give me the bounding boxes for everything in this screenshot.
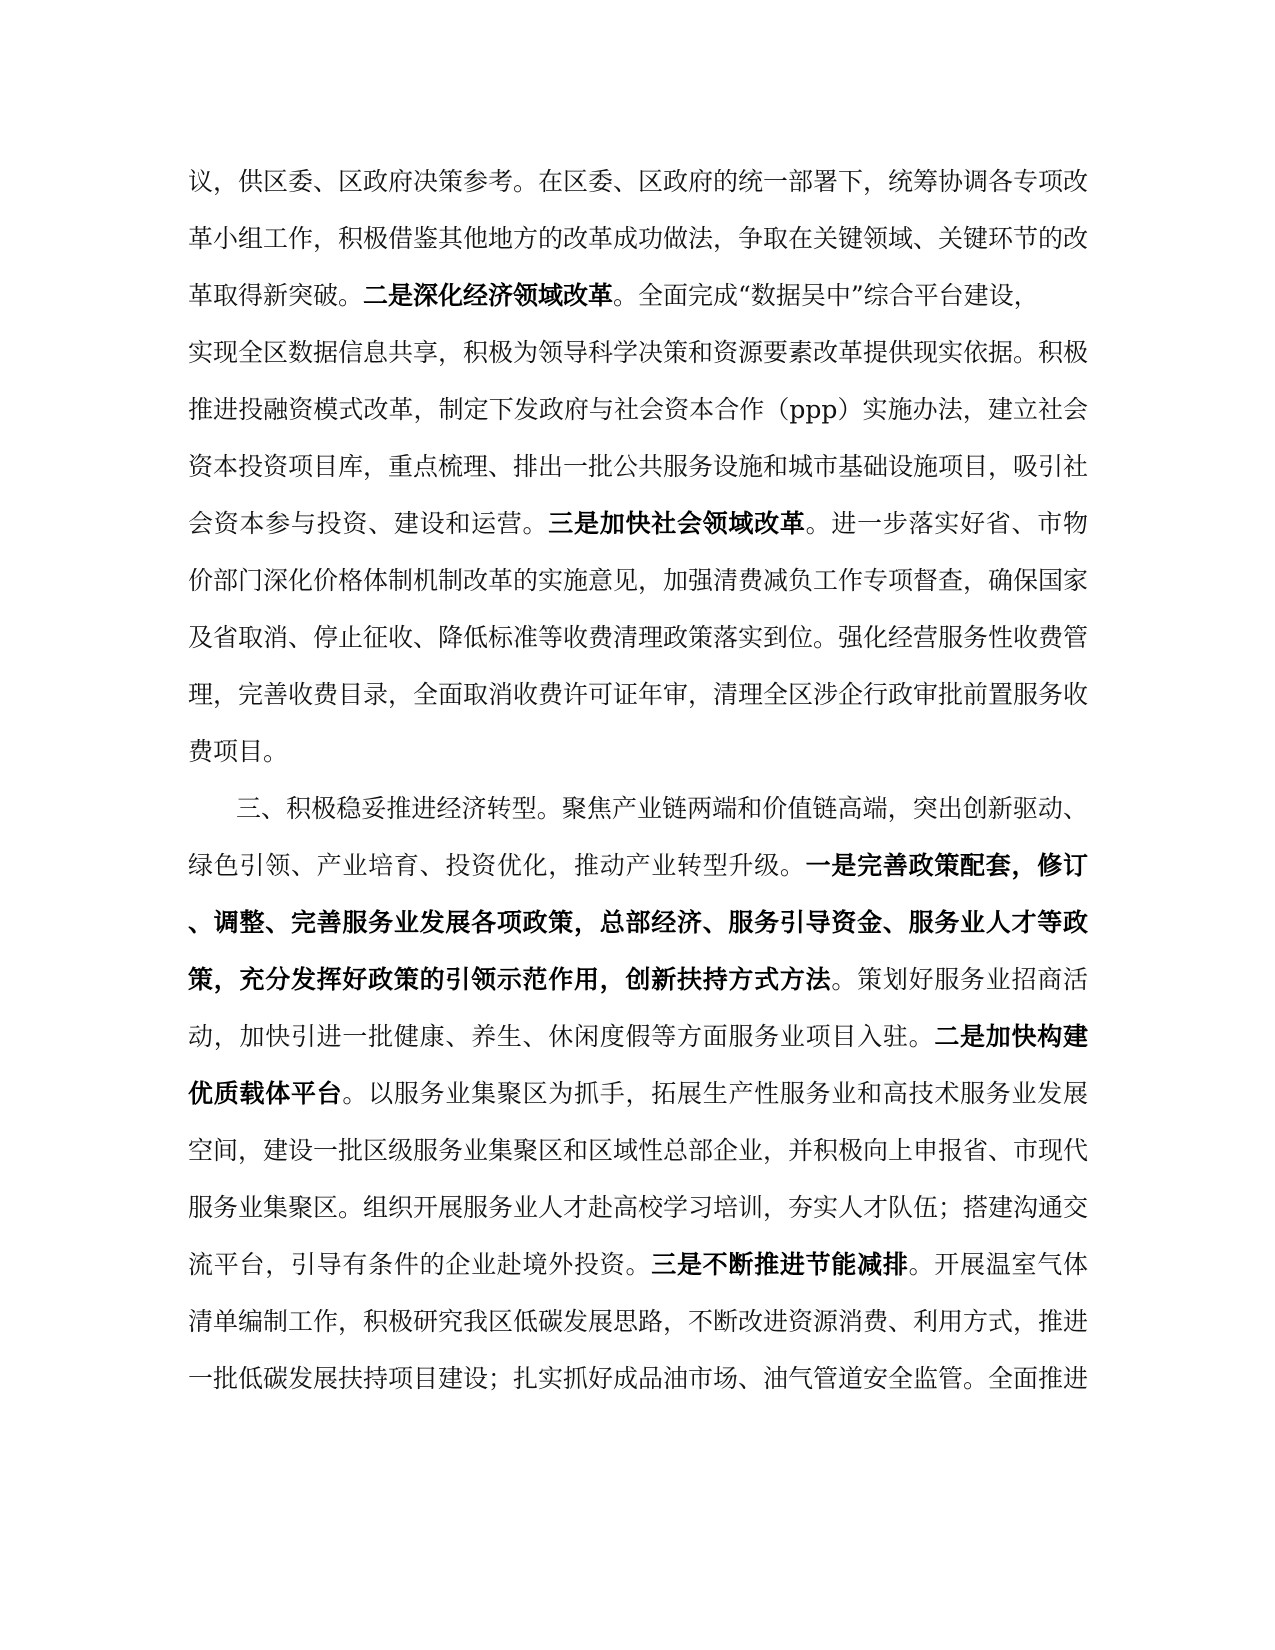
text-run: 。开展温室气体 <box>908 1250 1088 1279</box>
bold-heading-run: 三是加快社会领域改革 <box>548 509 806 538</box>
text-line <box>188 1188 1088 1228</box>
text-run: 推进投融资模式改革，制定下发政府与社会资本合作（ppp）实施办法，建立社会 <box>188 395 1088 424</box>
text-run: 。进一步落实好省、市物 <box>805 509 1088 538</box>
text-line <box>188 504 1088 544</box>
text-run: 动，加快引进一批健康、养生、休闲度假等方面服务业项目入驻。 <box>188 1022 935 1051</box>
text-run: 革取得新突破。 <box>188 281 364 310</box>
text-line <box>188 732 1088 772</box>
text-line <box>188 1302 1088 1342</box>
text-line <box>188 219 1088 259</box>
text-line <box>188 1359 1088 1399</box>
text-run: 。以服务业集聚区为抓手，拓展生产性服务业和高技术服务业发展 <box>342 1079 1088 1108</box>
text-line <box>188 1074 1088 1114</box>
text-line <box>188 276 1088 316</box>
section-heading-line <box>236 789 1088 829</box>
text-line <box>188 960 1088 1000</box>
text-line <box>188 390 1088 430</box>
text-line <box>188 1245 1088 1285</box>
text-run: 议，供区委、区政府决策参考。在区委、区政府的统一部署下，统筹协调各专项改 <box>188 167 1088 196</box>
text-line <box>188 1131 1088 1171</box>
text-run: 绿色引领、产业培育、投资优化，推动产业转型升级。 <box>188 851 806 880</box>
bold-heading-run: 三是不断推进节能减排 <box>651 1250 909 1279</box>
text-run: 。策划好服务业招商活 <box>831 965 1088 994</box>
text-line <box>188 162 1088 202</box>
text-line <box>188 447 1088 487</box>
text-line <box>188 1017 1088 1057</box>
text-run: 革小组工作，积极借鉴其他地方的改革成功做法，争取在关键领域、关键环节的改 <box>188 224 1088 253</box>
text-line <box>188 333 1088 373</box>
bold-heading-run: 二是加快构建 <box>934 1022 1088 1051</box>
text-run: 资本投资项目库，重点梳理、排出一批公共服务设施和城市基础设施项目，吸引社 <box>188 452 1088 481</box>
text-line <box>188 561 1088 601</box>
text-run: 费项目。 <box>188 737 289 766</box>
text-line <box>188 903 1088 943</box>
text-line <box>188 618 1088 658</box>
text-run: 服务业集聚区。组织开展服务业人才赴高校学习培训，夯实人才队伍；搭建沟通交 <box>188 1193 1088 1222</box>
text-run: 价部门深化价格体制机制改革的实施意见，加强清费减负工作专项督查，确保国家 <box>188 566 1088 595</box>
text-run: 会资本参与投资、建设和运营。 <box>188 509 549 538</box>
text-run: 清单编制工作，积极研究我区低碳发展思路，不断改进资源消费、利用方式，推进 <box>188 1307 1088 1336</box>
text-run: 理，完善收费目录，全面取消收费许可证年审，清理全区涉企行政审批前置服务收 <box>188 680 1088 709</box>
bold-heading-run: 、调整、完善服务业发展各项政策，总部经济、服务引导资金、服务业人才等政 <box>188 908 1088 937</box>
text-run: 流平台，引导有条件的企业赴境外投资。 <box>188 1250 652 1279</box>
text-run: 三、积极稳妥推进经济转型。聚焦产业链两端和价值链高端，突出创新驱动、 <box>236 794 1088 823</box>
bold-heading-run: 优质载体平台 <box>188 1079 343 1108</box>
text-run: 空间，建设一批区级服务业集聚区和区域性总部企业，并积极向上申报省、市现代 <box>188 1136 1088 1165</box>
text-run: 及省取消、停止征收、降低标准等收费清理政策落实到位。强化经营服务性收费管 <box>188 623 1088 652</box>
text-line <box>188 846 1088 886</box>
text-run: 。全面完成“数据吴中”综合平台建设， <box>613 281 1039 310</box>
text-run: 一批低碳发展扶持项目建设；扎实抓好成品油市场、油气管道安全监管。全面推进 <box>188 1364 1088 1393</box>
text-line <box>188 675 1088 715</box>
bold-heading-run: 二是深化经济领域改革 <box>363 281 614 310</box>
text-run: 实现全区数据信息共享，积极为领导科学决策和资源要素改革提供现实依据。积极 <box>188 338 1088 367</box>
bold-heading-run: 策，充分发挥好政策的引领示范作用，创新扶持方式方法 <box>188 965 832 994</box>
bold-heading-run: 一是完善政策配套，修订 <box>805 851 1088 880</box>
